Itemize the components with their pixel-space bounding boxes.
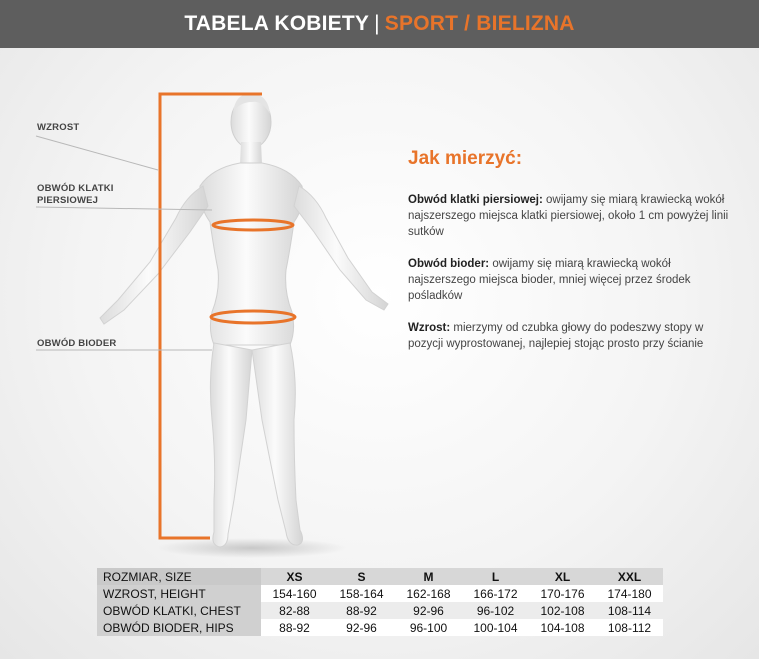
hips-instruction-text: owijamy się miarą krawiecką wokół najszerszego miejsca bioder, mniej więcej przez środek pośladków [408, 258, 691, 302]
size-header-cell: M [395, 568, 462, 585]
table-cell: 82-88 [261, 602, 328, 619]
table-cell: 174-180 [596, 585, 663, 602]
table-cell: OBWÓD KLATKI, CHEST [97, 602, 261, 619]
chest-instruction-term: Obwód klatki piersiowej: [408, 194, 543, 206]
height-instruction [408, 320, 738, 352]
table-cell: 100-104 [462, 619, 529, 636]
table-cell: 88-92 [328, 602, 395, 619]
table-row [97, 602, 663, 619]
chest-instruction [408, 192, 738, 240]
header-title: TABELA KOBIETY [184, 12, 370, 35]
size-header-cell: XS [261, 568, 328, 585]
table-cell: 158-164 [328, 585, 395, 602]
table-row [97, 585, 663, 602]
table-cell: OBWÓD BIODER, HIPS [97, 619, 261, 636]
table-cell: 102-108 [529, 602, 596, 619]
mannequin-neck [240, 142, 262, 165]
chest-label-line2: PIERSIOWEJ [37, 195, 99, 206]
height-instruction-term: Wzrost: [408, 322, 451, 334]
hips-instruction [408, 256, 738, 304]
size-header-cell: L [462, 568, 529, 585]
table-row [97, 619, 663, 636]
table-cell: WZROST, HEIGHT [97, 585, 261, 602]
table-cell: 92-96 [328, 619, 395, 636]
height-pointer-line [36, 136, 158, 170]
chest-label-line1: OBWÓD KLATKI [37, 183, 114, 194]
table-cell: 92-96 [395, 602, 462, 619]
table-cell: 108-114 [596, 602, 663, 619]
hips-label: OBWÓD BIODER [37, 338, 117, 349]
table-cell: 96-100 [395, 619, 462, 636]
mannequin-right-leg [252, 343, 303, 545]
hips-instruction-term: Obwód bioder: [408, 258, 490, 270]
chest-label [37, 183, 114, 207]
header-separator: | [374, 12, 380, 35]
table-cell: 154-160 [261, 585, 328, 602]
instructions-title: Jak mierzyć: [408, 148, 523, 169]
mannequin-left-arm [100, 186, 208, 324]
mannequin-torso [200, 163, 303, 345]
table-cell: 104-108 [529, 619, 596, 636]
size-header-cell: XXL [596, 568, 663, 585]
header-subtitle: SPORT / BIELIZNA [384, 12, 575, 35]
floor-shadow [157, 538, 347, 558]
measurement-instructions [408, 148, 738, 368]
table-cell: 166-172 [462, 585, 529, 602]
chest-instruction-text: owijamy się miarą krawiecką wokół najszerszego miejsca klatki piersiowej, około 1 cm powyżej linii sutków [408, 194, 729, 238]
table-cell: 88-92 [261, 619, 328, 636]
table-cell: 170-176 [529, 585, 596, 602]
table-cell: 108-112 [596, 619, 663, 636]
table-cell: 96-102 [462, 602, 529, 619]
size-table-header-row [97, 568, 663, 585]
size-table [97, 568, 663, 636]
size-header-cell: XL [529, 568, 596, 585]
size-header-cell: ROZMIAR, SIZE [97, 568, 261, 585]
mannequin-right-arm [294, 186, 388, 310]
size-header-cell: S [328, 568, 395, 585]
height-label: WZROST [37, 122, 80, 133]
table-cell: 162-168 [395, 585, 462, 602]
mannequin-left-leg [210, 343, 252, 547]
height-instruction-text: mierzymy od czubka głowy do podeszwy stopy w pozycji wyprostowanej, najlepiej stojąc prosto przy ścianie [408, 322, 704, 350]
